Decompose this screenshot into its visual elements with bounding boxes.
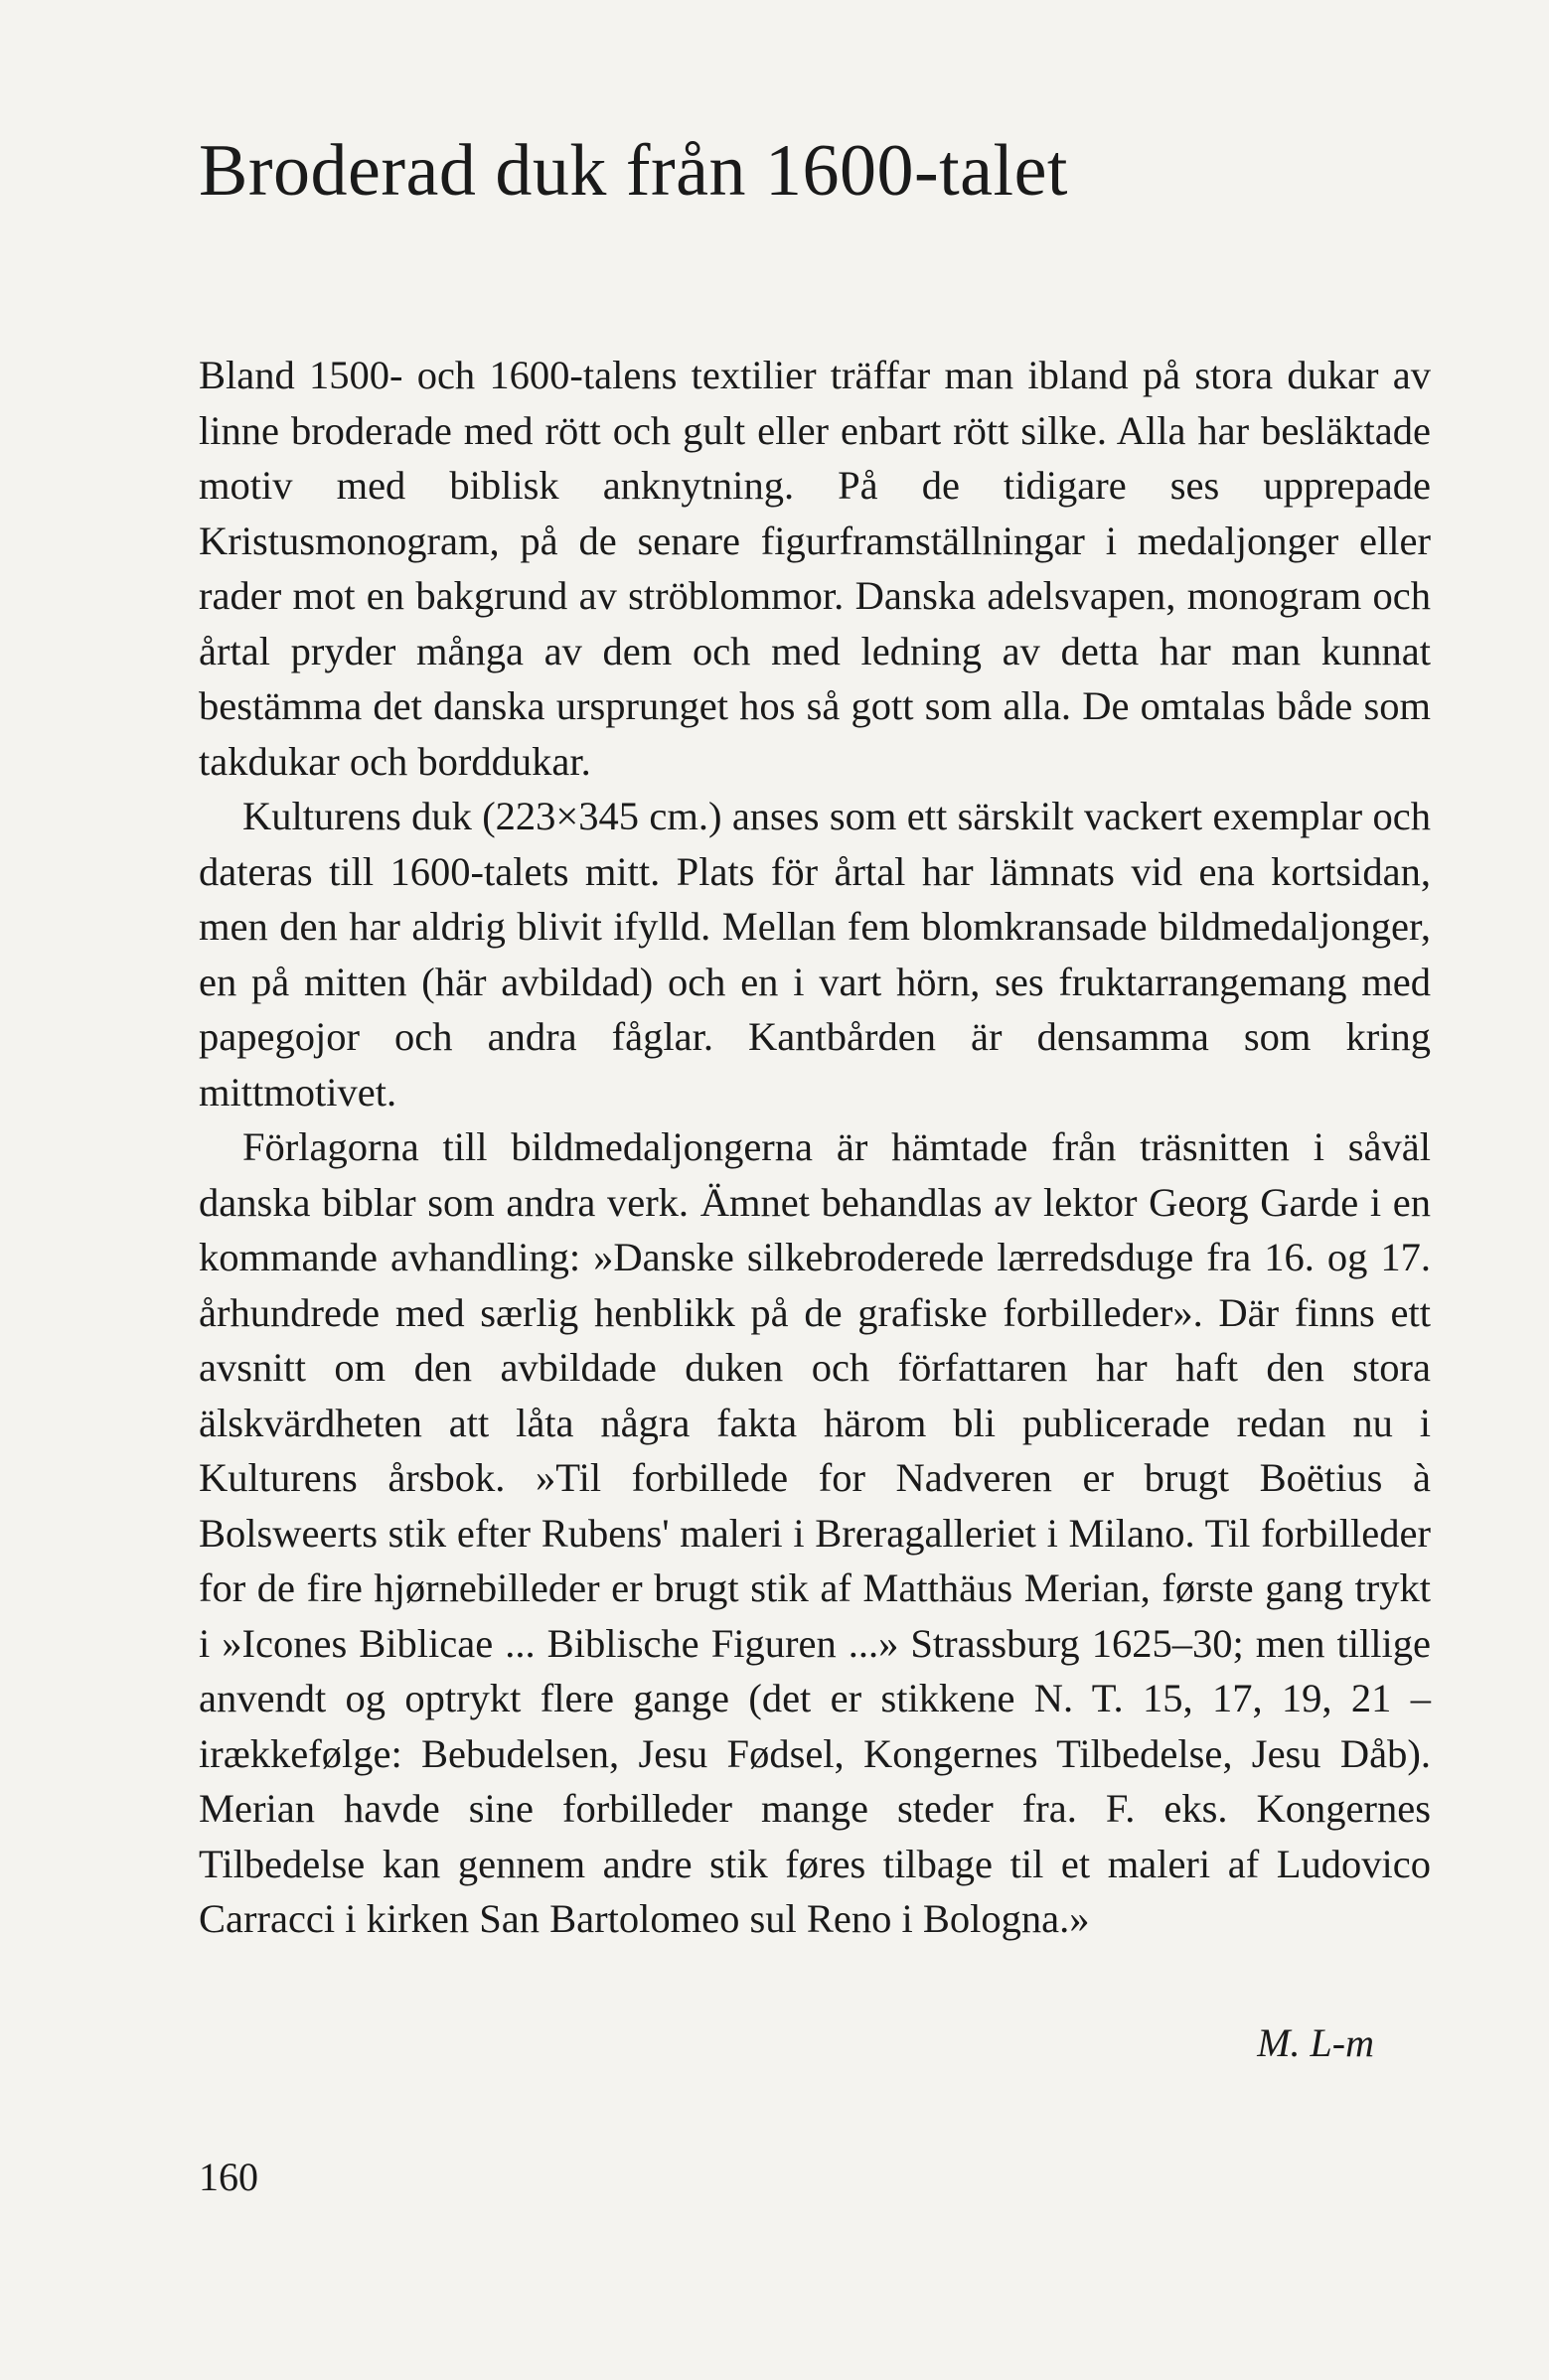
author-signature: M. L-m	[1257, 2020, 1374, 2065]
paragraph-3: Förlagorna till bildmedaljongerna är hämtade från träsnitten i såväl danska biblar som andra verk. Ämnet behandlas av lektor Georg Garde i en kommande avhandling: »Danske silkebroderede lærredsduge fra 16. og 17. århundrede med særlig henblikk på de grafiske forbilleder». Där finns ett avsnitt om den avbildade duken och författaren har haft den stora älskvärdheten att låta några fakta härom bli publicerade redan nu i Kulturens årsbok. »Til forbillede for Nadveren er brugt Boëtius à Bolsweerts stik efter Rubens' maleri i Breragalleriet i Milano. Til forbilleder for de fire hjørnebilleder er brugt stik af Matthäus Merian, første gang trykt i »Icones Biblicae ... Biblische Figuren ...» Strassburg 1625–30; men tillige anvendt og optrykt flere gange (det er stikkene N. T. 15, 17, 19, 21 – irækkefølge: Bebudelsen, Jesu Fødsel, Kongernes Tilbedelse, Jesu Dåb). Merian havde sine forbilleder mange steder fra. F. eks. Kongernes Tilbedelse kan gennem andre stik føres tilbage til et maleri af Ludovico Carracci i kirken San Bartolomeo sul Reno i Bologna.»	[199, 1124, 1431, 1941]
page-number: 160	[199, 2155, 258, 2199]
paragraph-1: Bland 1500- och 1600-talens textilier träffar man ibland på stora dukar av linne broderade med rött och gult eller enbart rött silke. Alla har besläktade motiv med biblisk anknytning. På de tidigare ses upprepade Kristusmonogram, på de senare figurframställningar i medaljonger eller rader mot en bakgrund av ströblommor. Danska adelsvapen, monogram och årtal pryder många av dem och med ledning av detta har man kunnat bestämma det danska ursprunget hos så gott som alla. De omtalas både som takdukar och borddukar.	[199, 353, 1431, 784]
article-body	[199, 348, 1431, 1947]
paragraph-2: Kulturens duk (223×345 cm.) anses som ett särskilt vackert exemplar och dateras till 1600-talets mitt. Plats för årtal har lämnats vid ena kortsidan, men den har aldrig blivit ifylld. Mellan fem blomkransade bildmedaljonger, en på mitten (här avbildad) och en i vart hörn, ses fruktarrangemang med papegojor och andra fåglar. Kantbården är densamma som kring mittmotivet.	[199, 794, 1431, 1115]
page-title: Broderad duk från 1600-talet	[199, 130, 1068, 212]
